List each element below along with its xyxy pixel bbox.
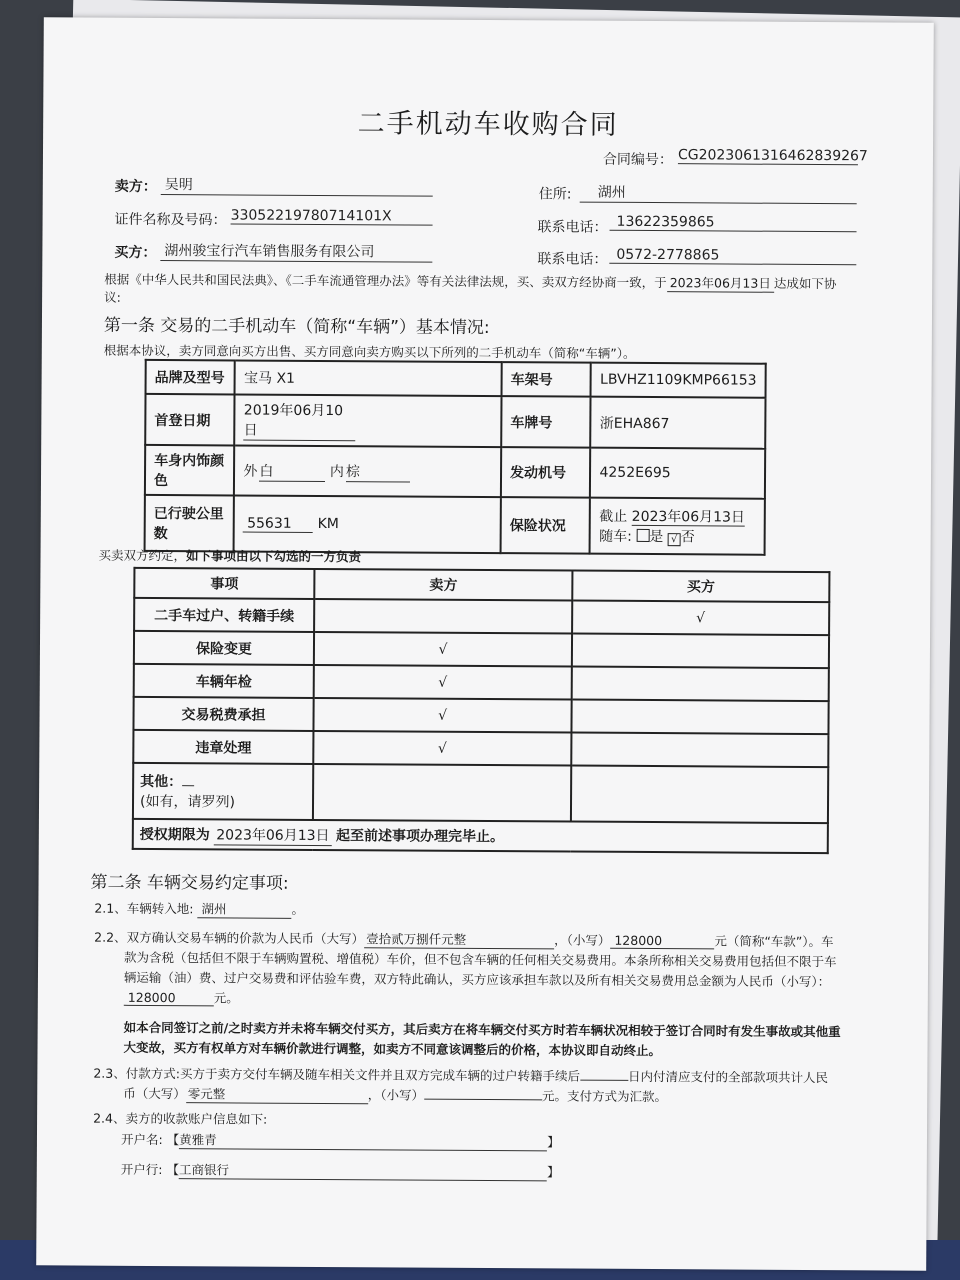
buyer-name: 湖州骏宝行汽车销售服务有限公司 xyxy=(160,240,432,263)
contract-page xyxy=(36,17,934,1270)
resp-item: 二手车过户、转籍手续 xyxy=(134,598,314,632)
clause-2-2-total: 128000 元。 xyxy=(124,988,239,1007)
intro-paragraph-line2: 议: xyxy=(104,289,121,305)
resp-buyer-mark xyxy=(571,700,828,735)
engine-value: 4252E695 xyxy=(590,448,765,499)
plate-label: 车牌号 xyxy=(501,396,591,448)
resp-buyer-mark: √ xyxy=(572,601,829,636)
resp-header-seller: 卖方 xyxy=(314,569,572,601)
clause-2-1: 2.1、车辆转入地: 湖州 。 xyxy=(94,900,305,917)
seller-name: 吴明 xyxy=(161,174,433,197)
contract-number-label: 合同编号： xyxy=(602,151,674,169)
article-2-title: 第二条 车辆交易约定事项: xyxy=(90,872,289,894)
resp-buyer-mark xyxy=(572,634,829,669)
id-label: 证件名称及号码： xyxy=(114,211,227,229)
mileage-value: 55631 KM xyxy=(234,495,501,553)
buyer-phone: 0572-2778865 xyxy=(609,247,856,266)
resp-header-item: 事项 xyxy=(134,568,314,599)
clause-2-3: 2.3、付款方式:买方于卖方交付车辆及随车相关文件并且双方完成车辆的过户转籍手续后 日内付清应支付的全部款项共计人民 xyxy=(93,1065,829,1086)
resp-seller-mark: √ xyxy=(314,665,572,700)
authorization-period: 授权期限为 2023年06月13日 起至前述事项办理完毕止。 xyxy=(133,819,828,853)
resp-item: 保险变更 xyxy=(134,631,314,665)
seller-phone: 13622359865 xyxy=(610,214,857,233)
resp-header-buyer: 买方 xyxy=(572,571,829,603)
account-holder: 黄雅青 xyxy=(179,1130,547,1151)
insurance-label: 保险状况 xyxy=(501,497,591,554)
vehicle-info-table xyxy=(144,359,767,556)
reg-date-label: 首登日期 xyxy=(145,394,235,446)
reg-date-value: 2019年06月10日 xyxy=(235,394,502,447)
buyer-label: 买方： xyxy=(114,244,157,261)
vin-value: LBVHZ1109KMP66153 xyxy=(591,363,766,398)
account-holder-row: 开户名: 【黄雅青 】 xyxy=(120,1131,560,1150)
intro-paragraph: 根据《中华人民共和国民法典》、《二手车流通管理办法》等有关法律法规，买、卖双方经协商一致，于 2023年06月13日 达成如下协 xyxy=(104,271,837,292)
resp-item: 交易税费承担 xyxy=(133,697,313,731)
adjustment-clause-line2: 大变故，买方有权单方对车辆价款进行调整，如卖方不同意该调整后的价格，本协议即自动终止。 xyxy=(123,1039,662,1059)
brand-label: 品牌及型号 xyxy=(146,360,236,395)
contract-number: CG2023061316462839267 xyxy=(677,147,868,165)
seller-address: 湖州 xyxy=(580,182,857,205)
resp-buyer-mark xyxy=(571,733,828,768)
brand-value: 宝马 X1 xyxy=(235,360,502,396)
responsibility-table xyxy=(132,567,831,854)
clause-2-2: 2.2、双方确认交易车辆的价款为人民币（大写） 壹拾贰万捌仟元整 ，（小写） 128000 元（简称“车款”）。车 xyxy=(94,929,834,950)
bank-row: 开户行: 【工商银行 】 xyxy=(120,1161,560,1180)
clause-2-3-line2: 币（大写） 零元整 ，（小写） 元。支付方式为汇款。 xyxy=(123,1085,668,1105)
mileage-label: 已行驶公里数 xyxy=(145,495,235,552)
responsibility-intro: 买卖双方约定，如下事项由以下勾选的一方负责 xyxy=(98,547,362,565)
resp-seller-mark: √ xyxy=(314,632,572,667)
resp-item: 违章处理 xyxy=(133,730,313,764)
address-label: 住所: xyxy=(538,186,572,203)
color-label: 车身内饰颜色 xyxy=(145,445,235,496)
seller-label: 卖方： xyxy=(114,178,157,195)
plate-value: 浙EHA867 xyxy=(591,397,766,449)
resp-other-cell: 其他： (如有，请罗列) xyxy=(133,763,313,820)
bank-name: 工商银行 xyxy=(179,1160,547,1181)
insurance-yes-checkbox xyxy=(636,529,649,542)
seller-id-number: 33052219780714101X xyxy=(231,207,433,225)
resp-seller-mark: √ xyxy=(313,731,571,766)
document-title: 二手机动车收购合同 xyxy=(357,108,619,141)
seller-phone-label: 联系电话： xyxy=(537,219,608,236)
clause-2-4: 2.4、卖方的收款账户信息如下: xyxy=(93,1110,268,1127)
buyer-phone-label: 联系电话： xyxy=(537,251,608,268)
resp-buyer-mark xyxy=(572,667,829,702)
clause-2-2-line2: 款为含税（包括但不限于车辆购置税、增值税）车价，但不包含车辆的任何相关交易费用。本条所称相关交易费用包括但不限于车 xyxy=(124,949,837,970)
insurance-no-checkbox: √ xyxy=(668,533,681,546)
clause-2-2-line3: 辆运输（油）费、过户交易费和评估验车费，双方特此确认，买方应该承担车款以及所有相关交易费用总金额为人民币（小写）： xyxy=(123,969,831,990)
resp-other-seller xyxy=(313,764,571,822)
resp-seller-mark: √ xyxy=(313,698,571,733)
resp-seller-mark xyxy=(314,599,572,634)
insurance-value: 截止 2023年06月13日 随车: 是 √ 否 xyxy=(590,498,765,555)
article-1-title: 第一条 交易的二手机动车（简称“车辆”）基本情况: xyxy=(103,315,490,339)
resp-other-buyer xyxy=(571,766,828,824)
vin-label: 车架号 xyxy=(502,362,592,397)
color-value: 外 白 内 棕 xyxy=(234,445,501,497)
resp-item: 车辆年检 xyxy=(134,664,314,698)
engine-label: 发动机号 xyxy=(501,447,591,498)
adjustment-clause: 如本合同签订之前/之时卖方并未将车辆交付买方，其后卖方在将车辆交付买方时若车辆状况相较于签订合同时有发生事故或其他重 xyxy=(123,1019,841,1040)
article-1-intro: 根据本协议，卖方同意向买方出售、买方同意向卖方购买以下所列的二手机动车（简称“车辆”）。 xyxy=(103,342,636,361)
